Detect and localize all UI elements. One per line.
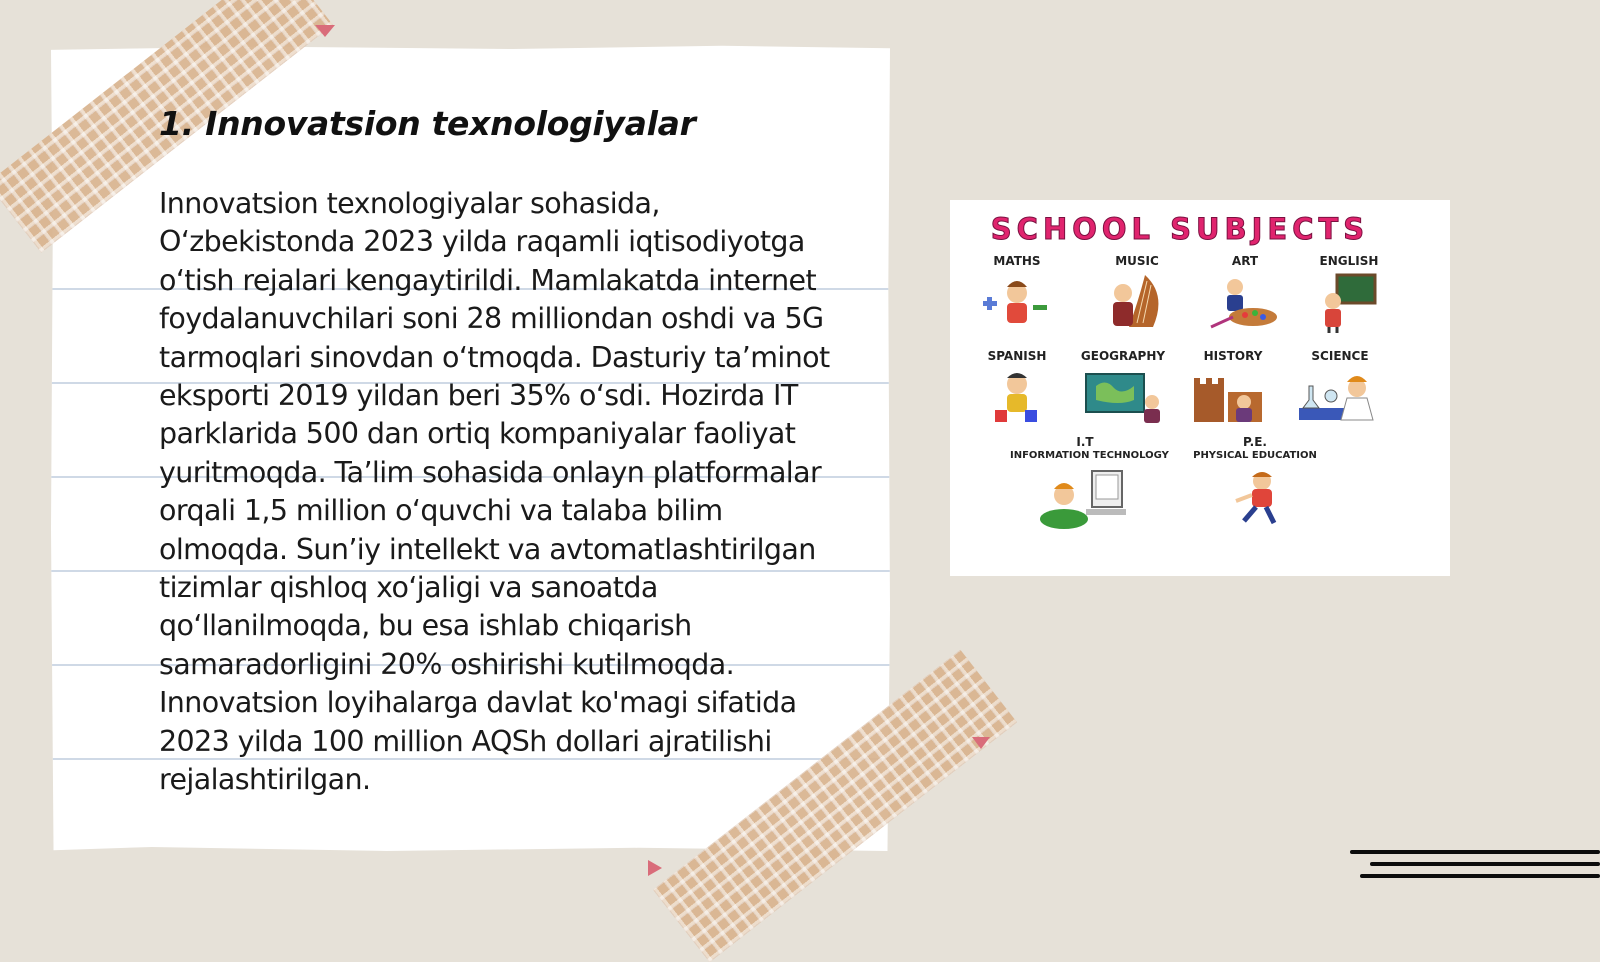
poster-title: SCHOOL SUBJECTS	[990, 212, 1370, 246]
decorative-line	[1370, 862, 1600, 866]
subject-label: SPANISH	[987, 349, 1047, 363]
science-icon	[1295, 366, 1385, 426]
decorative-lines	[1340, 840, 1600, 900]
subject-label: P.E.	[1243, 435, 1267, 449]
geography-icon	[1078, 366, 1168, 426]
subject-sublabel: INFORMATION TECHNOLOGY	[1010, 450, 1169, 461]
spanish-icon	[977, 366, 1057, 426]
slide-paragraph: Innovatsion texnologiyalar sohasida, O‘zbekistonda 2023 yilda raqamli iqtisodiyotga o‘tish rejalari kengaytirildi. Mamlakatda internet foydalanuvchilari soni 28 milliondan oshdi va 5G tarmoqlari sinovdan o‘tmoqda. Dasturiy ta’minot eksporti 2019 yildan beri 35% o‘sdi. Hozirda IT parklarida 500 dan ortiq kompaniyalar faoliyat yuritmoqda. Ta’lim sohasida onlayn platformalar orqali 1,5 million o‘quvchi va talaba bilim olmoqda. Sun’iy intellekt va avtomatlashtirilgan tizimlar qishloq xo‘jaligi va sanoatda qo‘llanilmoqda, bu esa ishlab chiqarish samaradorligini 20% oshirishi kutilmoqda. Innovatsion loyihalarga davlat ko'magi sifatida 2023 yilda 100 million AQSh dollari ajratilishi rejalashtirilgan.	[159, 187, 830, 797]
subject-label: MUSIC	[1115, 254, 1159, 268]
pin-icon	[648, 860, 662, 876]
subject-history	[1178, 350, 1288, 426]
decorative-line	[1360, 874, 1600, 878]
subject-science	[1285, 350, 1395, 426]
music-icon	[1097, 271, 1177, 331]
pin-icon	[972, 737, 990, 749]
history-icon	[1188, 366, 1278, 426]
subject-label: ENGLISH	[1319, 254, 1379, 268]
english-icon	[1309, 271, 1389, 333]
pin-icon	[315, 25, 335, 37]
art-icon	[1205, 271, 1285, 331]
subject-sublabel: PHYSICAL EDUCATION	[1193, 450, 1317, 461]
subject-label: HISTORY	[1203, 349, 1263, 363]
subject-music	[1082, 255, 1192, 331]
slide-title: 1. Innovatsion texnologiyalar	[159, 104, 696, 143]
subject-english	[1294, 255, 1404, 333]
maths-icon	[977, 271, 1057, 331]
subject-it	[1010, 435, 1169, 531]
decorative-line	[1350, 850, 1600, 854]
runner-icon	[1200, 465, 1310, 531]
subject-geography	[1068, 350, 1178, 426]
subject-label: ART	[1231, 254, 1259, 268]
subject-maths	[962, 255, 1072, 331]
subject-label: GEOGRAPHY	[1080, 349, 1166, 363]
school-subjects-image	[950, 200, 1450, 576]
subject-spanish	[962, 350, 1072, 426]
computer-icon	[1030, 465, 1140, 531]
subject-label: MATHS	[993, 254, 1041, 268]
subject-art	[1190, 255, 1300, 331]
subject-label: SCIENCE	[1311, 349, 1369, 363]
subject-pe	[1180, 436, 1330, 531]
subject-label: I.T	[1076, 435, 1094, 449]
